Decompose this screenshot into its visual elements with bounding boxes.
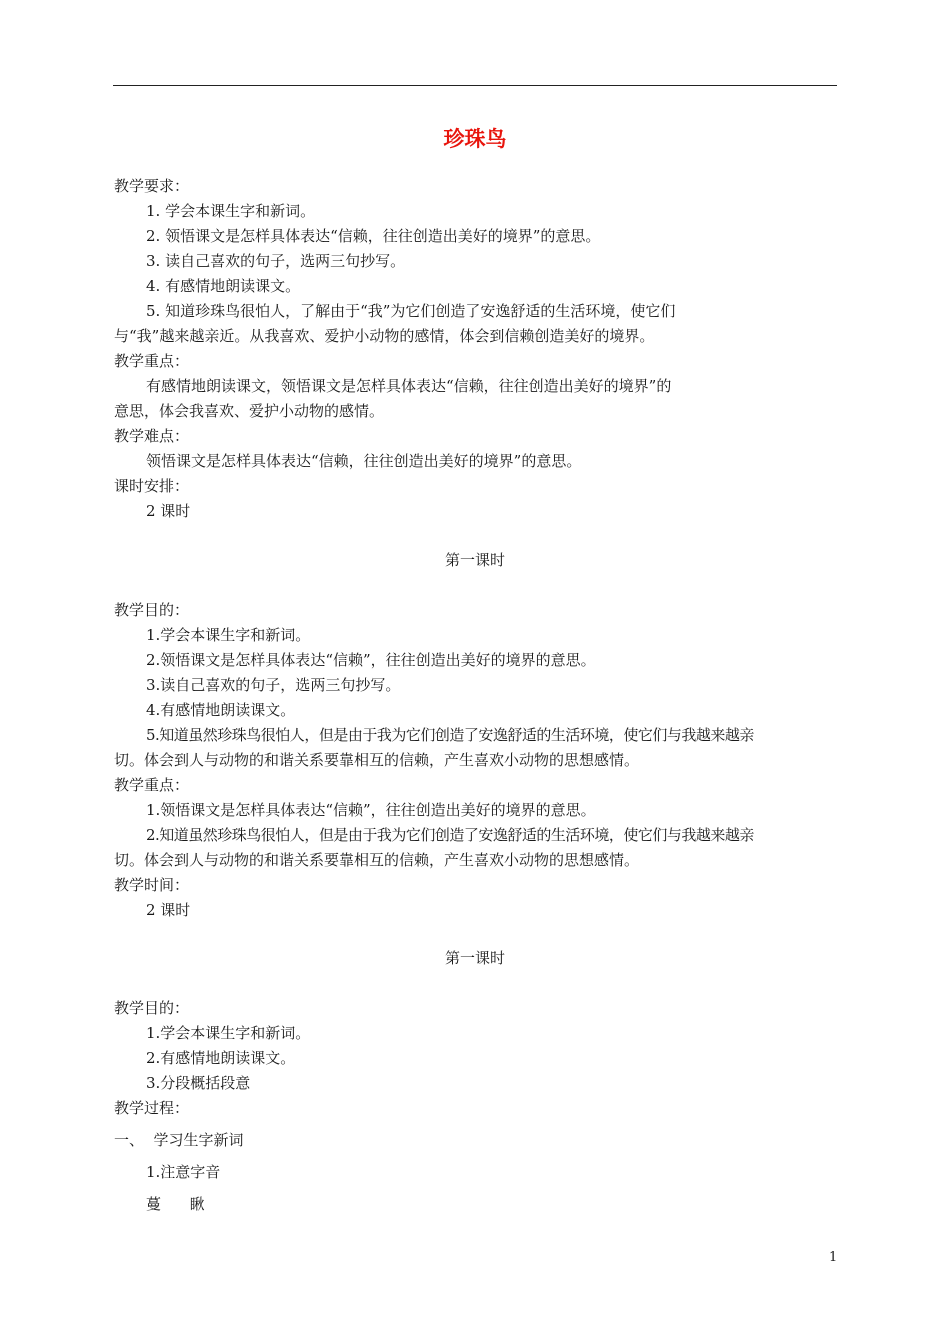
paragraph-text: 2 课时: [146, 901, 191, 919]
list-item: 2.有感情地朗读课文。: [146, 1049, 296, 1067]
heading-objectives: 教学目的：: [114, 999, 190, 1017]
paragraph-text: 意思，体会我喜欢、爱护小动物的感情。: [114, 402, 385, 420]
heading-teaching-requirements: 教学要求：: [114, 177, 190, 195]
step-heading: 一、 学习生字新词: [114, 1131, 244, 1149]
section-heading: 第一课时: [444, 551, 505, 569]
list-item: 5. 知道珍珠鸟很怕人，了解由于“我”为它们创造了安逸舒适的生活环境，使它们: [146, 302, 676, 320]
page-number: 1: [829, 1250, 838, 1265]
heading-process: 教学过程：: [114, 1099, 190, 1117]
sub-step: 1.注意字音: [146, 1163, 221, 1181]
heading-objectives: 教学目的：: [114, 601, 190, 619]
heading-time: 教学时间：: [114, 876, 190, 894]
heading-key-points: 教学重点：: [114, 352, 190, 370]
list-item: 1.领悟课文是怎样具体表达“信赖”，往往创造出美好的境界的意思。: [146, 801, 596, 819]
paragraph-text: 有感情地朗读课文，领悟课文是怎样具体表达“信赖，往往创造出美好的境界”的: [146, 377, 672, 395]
list-item: 3. 读自己喜欢的句子，选两三句抄写。: [146, 252, 406, 270]
list-item: 1. 学会本课生字和新词。: [146, 202, 316, 220]
pronunciation-characters: 蔓 瞅: [146, 1195, 205, 1213]
list-item: 4.有感情地朗读课文。: [146, 701, 296, 719]
heading-key-points: 教学重点：: [114, 776, 190, 794]
paragraph-text: 2 课时: [146, 502, 191, 520]
list-item: 1.学会本课生字和新词。: [146, 626, 311, 644]
list-item: 5.知道虽然珍珠鸟很怕人，但是由于我为它们创造了安逸舒适的生活环境，使它们与我越来越亲: [146, 726, 754, 744]
list-item: 2. 领悟课文是怎样具体表达“信赖，往往创造出美好的境界”的意思。: [146, 227, 601, 245]
list-item-continuation: 切。体会到人与动物的和谐关系要靠相互的信赖，产生喜欢小动物的思想感情。: [114, 751, 640, 769]
heading-schedule: 课时安排：: [114, 477, 190, 495]
list-item-continuation: 与“我”越来越亲近。从我喜欢、爱护小动物的感情，体会到信赖创造美好的境界。: [114, 327, 655, 345]
heading-difficulties: 教学难点：: [114, 427, 190, 445]
paragraph-text: 领悟课文是怎样具体表达“信赖，往往创造出美好的境界”的意思。: [146, 452, 582, 470]
list-item: 3.分段概括段意: [146, 1074, 251, 1092]
list-item: 2.领悟课文是怎样具体表达“信赖”，往往创造出美好的境界的意思。: [146, 651, 596, 669]
section-heading: 第一课时: [444, 949, 505, 967]
list-item-continuation: 切。体会到人与动物的和谐关系要靠相互的信赖，产生喜欢小动物的思想感情。: [114, 851, 640, 869]
list-item: 4. 有感情地朗读课文。: [146, 277, 301, 295]
document-title: 珍珠鸟: [443, 127, 507, 151]
header-rule: [113, 85, 837, 86]
list-item: 3.读自己喜欢的句子，选两三句抄写。: [146, 676, 401, 694]
list-item: 1.学会本课生字和新词。: [146, 1024, 311, 1042]
list-item: 2.知道虽然珍珠鸟很怕人，但是由于我为它们创造了安逸舒适的生活环境，使它们与我越来越亲: [146, 826, 754, 844]
